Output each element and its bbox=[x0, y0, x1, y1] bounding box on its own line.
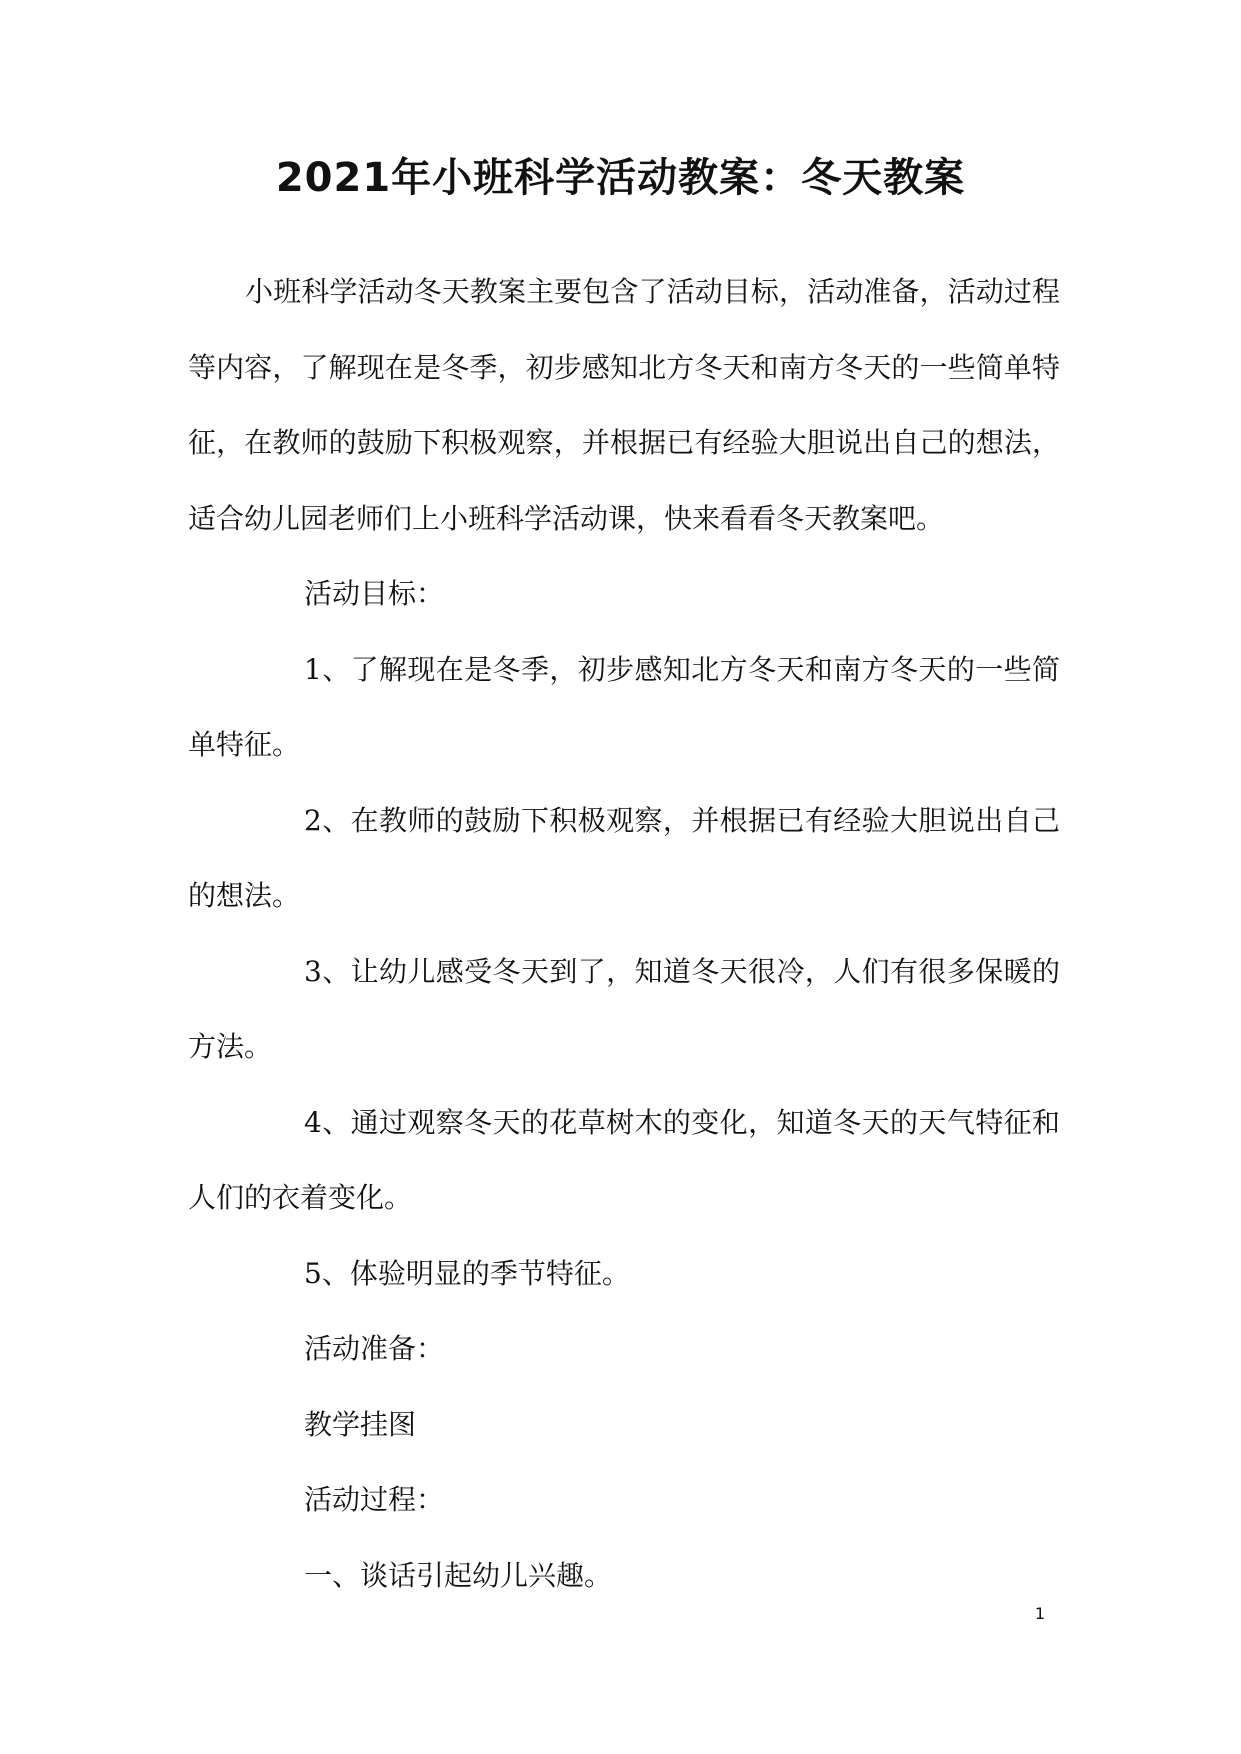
goal-item: 4、通过观察冬天的花草树木的变化，知道冬天的天气特征和人们的衣着变化。 bbox=[188, 1105, 1060, 1214]
prep-item: 教学挂图 bbox=[304, 1407, 417, 1441]
goal-item: 1、了解现在是冬季，初步感知北方冬天和南方冬天的一些简单特征。 bbox=[188, 652, 1060, 761]
goals-heading: 活动目标： bbox=[304, 577, 445, 610]
intro-paragraph: 小班科学活动冬天教案主要包含了活动目标，活动准备，活动过程等内容，了解现在是冬季，初步感知北方冬天和南方冬天的一些简单特征，在教师的鼓励下积极观察，并根据已有经验大胆说出自己的想法，适合幼儿园老师们上小班科学活动课，快来看看冬天教案吧。 bbox=[188, 275, 1060, 535]
goal-item: 3、让幼儿感受冬天到了，知道冬天很冷，人们有很多保暖的方法。 bbox=[188, 954, 1060, 1063]
goal-item: 5、体验明显的季节特征。 bbox=[304, 1256, 630, 1290]
prep-heading: 活动准备： bbox=[304, 1332, 445, 1365]
process-step: 一、谈话引起幼儿兴趣。 bbox=[304, 1558, 613, 1592]
process-heading: 活动过程： bbox=[304, 1483, 445, 1516]
document-title: 2021年小班科学活动教案：冬天教案 bbox=[275, 155, 966, 201]
goal-item: 2、在教师的鼓励下积极观察，并根据已有经验大胆说出自己的想法。 bbox=[188, 803, 1060, 912]
page-number: 1 bbox=[1034, 1604, 1046, 1623]
document-body bbox=[188, 254, 1060, 1613]
